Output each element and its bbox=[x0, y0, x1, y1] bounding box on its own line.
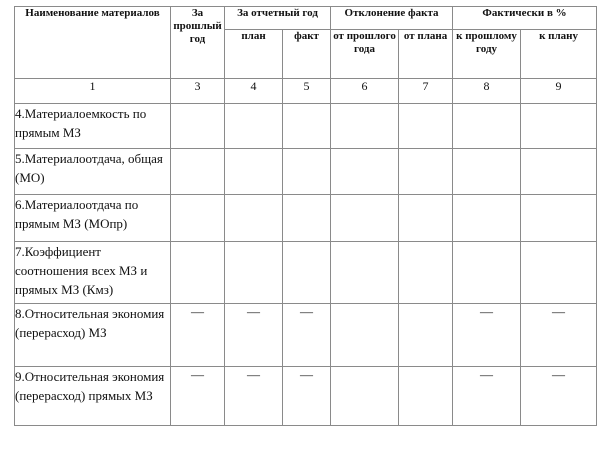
table-cell: — bbox=[521, 367, 597, 426]
header-dev-plan: от плана bbox=[399, 30, 453, 79]
table-row bbox=[15, 242, 597, 304]
header-plan: план bbox=[225, 30, 283, 79]
table-cell: — bbox=[283, 304, 331, 367]
row-label: 9.Относительная экономия (перерасход) прямых МЗ bbox=[15, 367, 171, 426]
table-cell bbox=[521, 242, 597, 304]
row-label: 4.Материалоемкость по прямым МЗ bbox=[15, 104, 171, 149]
row-label: 8.Относительная экономия (перерасход) МЗ bbox=[15, 304, 171, 367]
row-label: 5.Материалоотдача, общая (МО) bbox=[15, 149, 171, 195]
table-cell: — bbox=[225, 304, 283, 367]
table-cell bbox=[225, 242, 283, 304]
table-row bbox=[15, 195, 597, 242]
table-cell bbox=[331, 149, 399, 195]
column-number: 8 bbox=[453, 79, 521, 104]
table-cell bbox=[225, 195, 283, 242]
table-cell bbox=[399, 367, 453, 426]
header-report-year: За отчетный год bbox=[225, 7, 331, 30]
column-number: 9 bbox=[521, 79, 597, 104]
table-cell bbox=[283, 242, 331, 304]
table-cell bbox=[399, 104, 453, 149]
table-cell bbox=[283, 149, 331, 195]
header-materials-name: Наименование материалов bbox=[15, 7, 171, 79]
table-cell bbox=[399, 242, 453, 304]
table-cell bbox=[453, 195, 521, 242]
table-cell: — bbox=[283, 367, 331, 426]
table-cell bbox=[399, 195, 453, 242]
table-cell: — bbox=[521, 304, 597, 367]
column-number: 4 bbox=[225, 79, 283, 104]
table-cell bbox=[283, 104, 331, 149]
header-dev-prev-year: от прошлого года bbox=[331, 30, 399, 79]
table-row bbox=[15, 104, 597, 149]
row-label: 7.Коэффициент соотношения всех МЗ и прямых МЗ (Кмз) bbox=[15, 242, 171, 304]
table-cell: — bbox=[225, 367, 283, 426]
table-cell bbox=[225, 104, 283, 149]
table-cell bbox=[331, 242, 399, 304]
table-cell bbox=[331, 104, 399, 149]
table-cell bbox=[453, 149, 521, 195]
table-row bbox=[15, 367, 597, 426]
header-fact: факт bbox=[283, 30, 331, 79]
table-cell bbox=[453, 242, 521, 304]
row-label: 6.Материалоотдача по прямым МЗ (МОпр) bbox=[15, 195, 171, 242]
table-cell bbox=[331, 304, 399, 367]
table-cell bbox=[171, 104, 225, 149]
table-cell bbox=[171, 242, 225, 304]
table-cell bbox=[171, 195, 225, 242]
table-row bbox=[15, 304, 597, 367]
table-cell: — bbox=[453, 367, 521, 426]
table-cell bbox=[521, 195, 597, 242]
header-deviation: Отклонение факта bbox=[331, 7, 453, 30]
table-cell bbox=[453, 104, 521, 149]
header-pct-plan: к плану bbox=[521, 30, 597, 79]
table-cell bbox=[171, 149, 225, 195]
column-number: 1 bbox=[15, 79, 171, 104]
table-row bbox=[15, 149, 597, 195]
table-cell bbox=[521, 149, 597, 195]
table-cell: — bbox=[453, 304, 521, 367]
header-pct-prev-year: к прошлому году bbox=[453, 30, 521, 79]
table-cell bbox=[399, 149, 453, 195]
materials-table bbox=[14, 6, 597, 426]
column-number: 6 bbox=[331, 79, 399, 104]
column-number-row bbox=[15, 79, 597, 104]
table-cell: — bbox=[171, 304, 225, 367]
column-number: 5 bbox=[283, 79, 331, 104]
column-number: 7 bbox=[399, 79, 453, 104]
table-cell bbox=[521, 104, 597, 149]
table-cell bbox=[331, 367, 399, 426]
header-prev-year: За прошлый год bbox=[171, 7, 225, 79]
header-actual-percent: Фактически в % bbox=[453, 7, 597, 30]
table-cell bbox=[283, 195, 331, 242]
table-cell bbox=[399, 304, 453, 367]
table-cell bbox=[331, 195, 399, 242]
table-cell bbox=[225, 149, 283, 195]
column-number: 3 bbox=[171, 79, 225, 104]
table-cell: — bbox=[171, 367, 225, 426]
